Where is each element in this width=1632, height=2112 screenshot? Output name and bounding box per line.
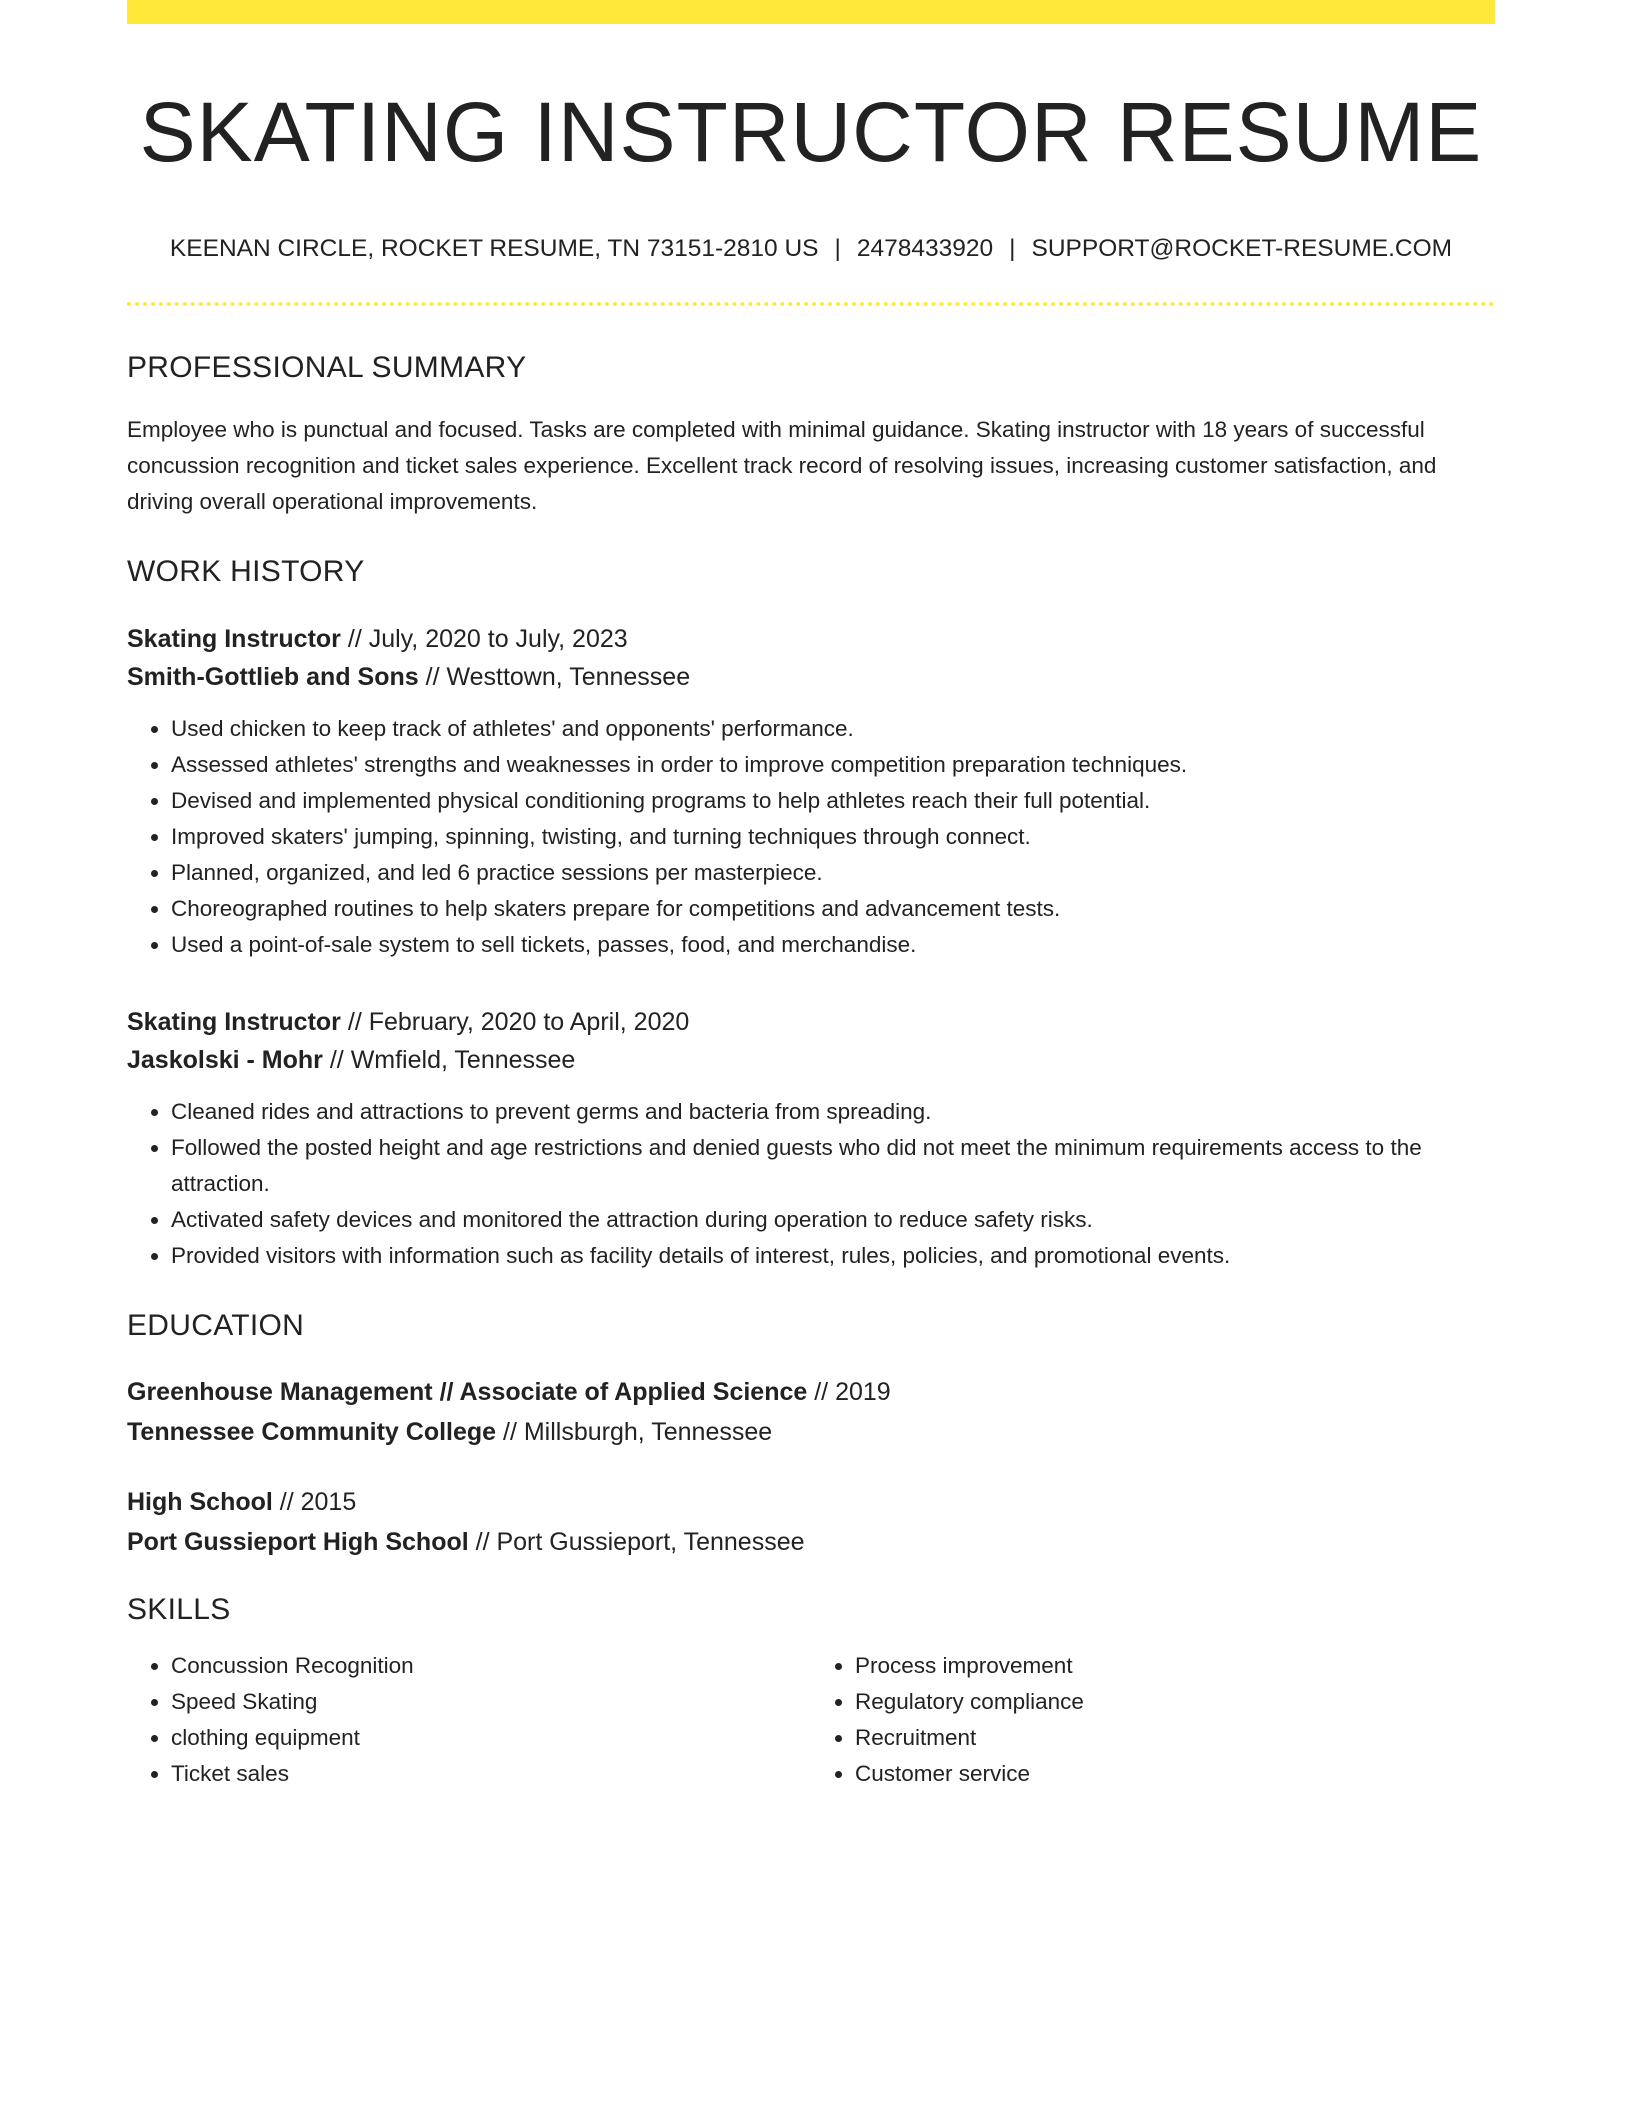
list-item: • Planned, organized, and led 6 practice sessions per masterpiece. (171, 855, 1495, 891)
skill-item: • Speed Skating (171, 1684, 811, 1720)
education-entry (127, 1372, 1495, 1452)
graduation-year: // 2015 (272, 1487, 357, 1516)
job-title: Skating Instructor (127, 624, 341, 653)
accent-bar (127, 0, 1495, 24)
education-heading: EDUCATION (127, 1308, 305, 1342)
skill-item: • clothing equipment (171, 1720, 811, 1756)
job-company: Smith-Gottlieb and Sons (127, 662, 419, 691)
work-history-heading: WORK HISTORY (127, 554, 365, 588)
list-item: • Choreographed routines to help skaters prepare for competitions and advancement tests. (171, 891, 1495, 927)
job-title: Skating Instructor (127, 1007, 341, 1036)
school-location: // Port Gussieport, Tennessee (468, 1527, 805, 1556)
summary-heading: PROFESSIONAL SUMMARY (127, 350, 527, 384)
phone: 2478433920 (856, 235, 994, 263)
list-item: • Followed the posted height and age restrictions and denied guests who did not meet the minimum requirements access to the attraction. (171, 1130, 1495, 1202)
resume-page (127, 0, 1495, 1792)
contact-separator: | (1009, 235, 1016, 263)
list-item: • Used chicken to keep track of athletes' and opponents' performance. (171, 711, 1495, 747)
school-name: Port Gussieport High School (127, 1527, 469, 1556)
summary-text: Employee who is punctual and focused. Tasks are completed with minimal guidance. Skating instructor with 18 years of successful concussion recognition and ticket sales experience. Excellent track record of resolving issues, increasing customer satisfaction, and driving overall operational improvements. (127, 416, 1437, 514)
job-bullet-list (127, 1094, 1495, 1274)
school-line (127, 1522, 1495, 1562)
job-location: // Westtown, Tennessee (418, 662, 691, 691)
skills-list-right (811, 1648, 1495, 1792)
job-bullet-list (127, 711, 1495, 963)
skill-item: • Concussion Recognition (171, 1648, 811, 1684)
skill-item: • Recruitment (855, 1720, 1495, 1756)
job-dates: // February, 2020 to April, 2020 (340, 1007, 690, 1036)
degree: Greenhouse Management // Associate of Applied Science (127, 1377, 808, 1406)
job-title-line (127, 620, 1495, 658)
skill-item: • Ticket sales (171, 1756, 811, 1792)
job-company-line (127, 1041, 1495, 1079)
job-location: // Wmfield, Tennessee (322, 1045, 576, 1074)
job-company: Jaskolski - Mohr (127, 1045, 323, 1074)
job-dates: // July, 2020 to July, 2023 (340, 624, 628, 653)
contact-separator: | (834, 235, 841, 263)
job-entry (127, 1003, 1495, 1274)
job-entry (127, 620, 1495, 963)
skill-item: • Regulatory compliance (855, 1684, 1495, 1720)
skill-item: • Customer service (855, 1756, 1495, 1792)
email: SUPPORT@ROCKET-RESUME.COM (1031, 235, 1453, 263)
skills-columns (127, 1648, 1495, 1792)
school-name: Tennessee Community College (127, 1417, 497, 1446)
address: KEENAN CIRCLE, ROCKET RESUME, TN 73151-2810 US (169, 235, 819, 263)
degree-line (127, 1372, 1495, 1412)
skills-list-left (127, 1648, 811, 1792)
contact-line (127, 234, 1495, 263)
list-item: • Assessed athletes' strengths and weaknesses in order to improve competition preparation techniques. (171, 747, 1495, 783)
degree: High School (127, 1487, 273, 1516)
list-item: • Devised and implemented physical conditioning programs to help athletes reach their full potential. (171, 783, 1495, 819)
list-item: • Improved skaters' jumping, spinning, twisting, and turning techniques through connect. (171, 819, 1495, 855)
list-item: • Cleaned rides and attractions to prevent germs and bacteria from spreading. (171, 1094, 1495, 1130)
skill-item: • Process improvement (855, 1648, 1495, 1684)
school-location: // Millsburgh, Tennessee (496, 1417, 773, 1446)
skills-heading: SKILLS (127, 1592, 231, 1626)
dotted-divider (127, 302, 1495, 306)
school-line (127, 1412, 1495, 1452)
list-item: • Used a point-of-sale system to sell tickets, passes, food, and merchandise. (171, 927, 1495, 963)
job-company-line (127, 658, 1495, 696)
list-item: • Provided visitors with information such as facility details of interest, rules, policies, and promotional events. (171, 1238, 1495, 1274)
degree-line (127, 1482, 1495, 1522)
job-title-line (127, 1003, 1495, 1041)
resume-title: SKATING INSTRUCTOR RESUME (139, 85, 1483, 179)
education-entry (127, 1482, 1495, 1562)
graduation-year: // 2019 (807, 1377, 891, 1406)
list-item: • Activated safety devices and monitored the attraction during operation to reduce safety risks. (171, 1202, 1495, 1238)
